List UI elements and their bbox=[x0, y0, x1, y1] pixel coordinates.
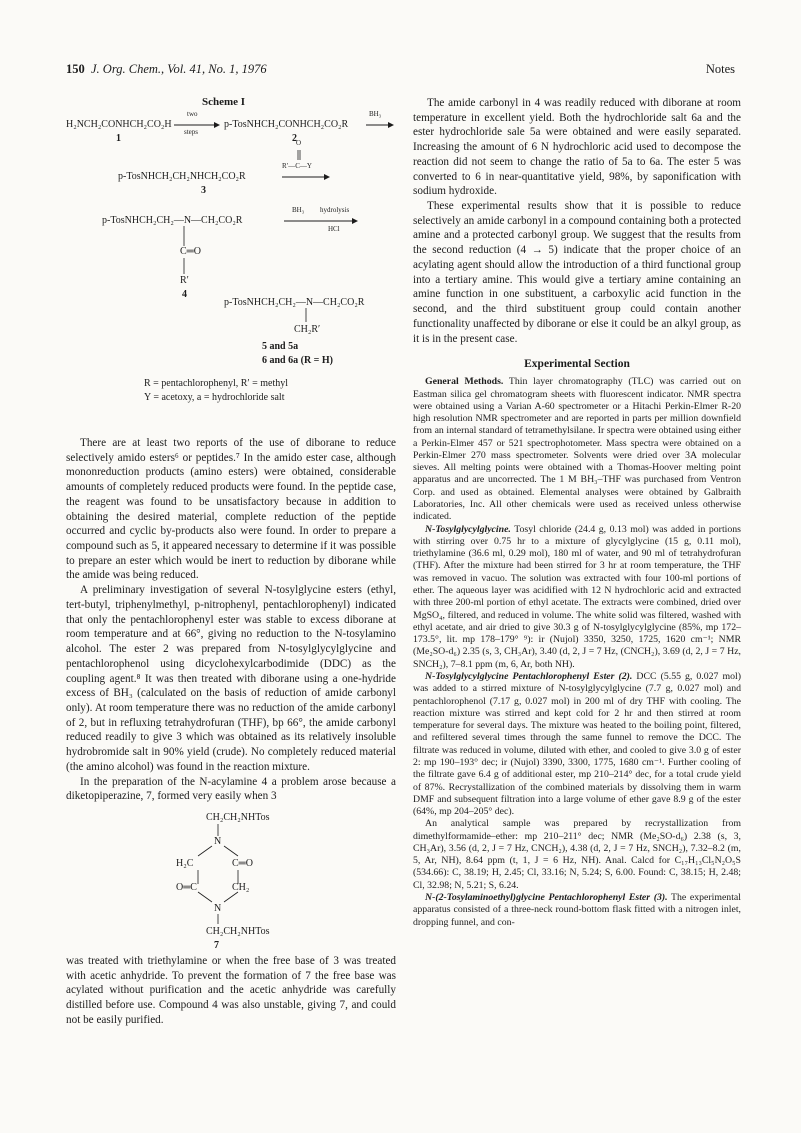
scheme-legend-1: R = pentachlorophenyl, R′ = methyl bbox=[144, 378, 288, 389]
right-column bbox=[413, 96, 741, 929]
ring-carbonyl-right: C═O bbox=[232, 857, 253, 869]
arrow-label-hydrolysis: hydrolysis bbox=[320, 206, 350, 214]
r-prime-group: R′ bbox=[180, 275, 189, 286]
compound-label-3: 3 bbox=[201, 185, 206, 196]
ring-h2c: H₂C bbox=[176, 857, 194, 869]
arrow-label-bh3-2: BH₃ bbox=[292, 206, 305, 214]
paragraph-2: A preliminary investigation of several N-tosylglycine esters (ethyl, tert-butyl, triphenylmethyl, p-nitrophenyl, pentachlorophenyl) indicated that only the pentachlorophenyl ester was stable to excess diborane at room temperature and at 66°, giving no reduction to the N-tosylamino alcohol. The ester 2 was prepared from N-tosylglycylglycine and pentachlorophenol using dicyclohexylcarbodimide (DDC) as the coupling agent.⁸ It was then treated with diborane using a one-hydride excess of BH₃ (calculated on the basis of reduction of amide carbonyl only). At room temperature there was no reduction of the amide carbonyl of 2, but in refluxing tetrahydrofuran (THF), bp 66°, the amide carbonyl reduced readily to give 3 which was obtained as its relatively insoluble hydrobromide salt in 90% yield (crude). No completely reduced material (the amino alcohol) was found in the reaction mixture. bbox=[66, 584, 396, 773]
compound-3-prep bbox=[413, 892, 741, 929]
general-methods-text: Thin layer chromatography (TLC) was carried out on Eastman silica gel chromatogram sheets with fluorescent indicator. NMR spectra were obtained using a Varian A-60 spectrometer or a Hitachi Perkin-Elmer R-20 high resolution NMR spectrometer and are reported in parts per million downfield from an internal standard of tetramethylsilane. Ir spectra were obtained using either a Perkin-Elmer 457 or 521 spectrophotometer. Mass spectra were obtained on a Perkin-Elmer 270 mass spectrometer. Solvents were dried over 3A molecular sieves. All melting points were obtained with a Thomas-Hoover melting point apparatus and are uncorrected. The 1 M BH₃–THF was purchased from Ventron Corp. and used as obtained. Elemental analyses were obtained by Galbraith Laboratories, Inc. All other chemicals were used as received unless otherwise indicated. bbox=[413, 376, 741, 523]
paragraph-4: was treated with triethylamine or when the free base of 3 was treated with acetic anhydride. To prevent the formation of 7 the free base was acylated without purification and the acetic anhydride was carefully distilled before use. Compound 4 was also unstable, giving 7, and could not be easily purified. bbox=[66, 954, 396, 1026]
scheme-title: Scheme I bbox=[202, 96, 246, 108]
analytical-sample: An analytical sample was prepared by recrystallization from dimethylformamide–ether: mp 210–211° dec; NMR (Me₂SO-d₆) 2.38 (s, 3, CH₃Ar), 3.56 (d, 2, J = 7 Hz, CNCH₂), 4.38 (d, 2, J = 7 Hz, SNCH₂), 7.32–8.2 (m, 5, Ar, NH), 8.64 ppm (t, 1, J = 6 Hz, NH). Anal. Calcd for C₁₇H₁₃Cl₅N₂O₅S (534.66): C, 38.19; H, 2.45; Cl, 33.16; N, 5.24; S, 6.00. Found: C, 38.15; H, 2.48; Cl, 32.98; N, 5.21; S, 6.24. bbox=[413, 818, 741, 891]
substituent-top: CH₂CH₂NHTos bbox=[206, 811, 270, 823]
paragraph-5: The amide carbonyl in 4 was readily reduced with diborane at room temperature in excellent yield. Both the hydrochloride salt 6a and the ester hydrochloride sale 5a were obtained and were easily separated. Increasing the amount of 6 N hydrochloric acid used to decompose the reaction did not seem to change the ratio of 5a to 6a. The ester 5 was converted to 6 in near-quantitative yield, 98%, by saponification with sodium hydroxide. bbox=[413, 97, 741, 198]
compound-label-4: 4 bbox=[182, 289, 187, 300]
section-label: Notes bbox=[705, 62, 735, 76]
compound-label-6: 6 and 6a (R = H) bbox=[262, 355, 333, 366]
structure-7 bbox=[66, 804, 396, 954]
compound-3-text: The experimental apparatus consisted of a three-neck round-bottom flask fitted with a nitrogen inlet, dropping funnel, and con- bbox=[413, 892, 741, 928]
compound-3-head: N-(2-Tosylaminoethyl)glycine Pentachlorophenyl Ester (3). bbox=[425, 892, 668, 904]
general-methods-head: General Methods. bbox=[425, 376, 504, 388]
ester-head: N-Tosylglycylglycine Pentachlorophenyl Ester (2). bbox=[425, 670, 633, 682]
ring-carbonyl-left: O═C bbox=[176, 881, 197, 893]
general-methods bbox=[413, 376, 741, 523]
reagent-oxygen: O bbox=[296, 139, 302, 147]
compound-label-2: 2 bbox=[292, 133, 297, 144]
arrow-label-hcl: HCl bbox=[328, 225, 340, 233]
tosylglycylglycine-prep bbox=[413, 524, 741, 671]
ester-prep bbox=[413, 671, 741, 818]
ring-n-top: N bbox=[214, 835, 222, 847]
arrow-label-steps: steps bbox=[184, 128, 198, 136]
paragraph-3: In the preparation of the N-acylamine 4 a problem arose because a diketopiperazine, 7, formed very easily when 3 bbox=[66, 775, 396, 803]
left-column bbox=[66, 96, 396, 1028]
compound-4-formula: p-TosNHCH₂CH₂—N—CH₂CO₂R bbox=[102, 215, 243, 226]
compound-label-5: 5 and 5a bbox=[262, 341, 299, 352]
compound-2-formula: p-TosNHCH₂CONHCH₂CO₂R bbox=[224, 119, 349, 130]
paragraph-1: There are at least two reports of the use of diborane to reduce selectively amido esters⁶ or peptides.⁷ In the amido ester case, although mononreduction products (amino esters) were obtained, considerable amounts of completely reduced products were found. In the peptide case, the reagent was found to be unsatisfactory because in addition to obtaining the desired material, complete reduction of the peptide occurred and cyclic by-products also were found. In order to prepare a compound such as 5, it appeared necessary to determine if it was possible to prepare an ester which would be inert to reduction by diborane while the amide was being reduced. bbox=[66, 437, 396, 582]
product-formula: p-TosNHCH₂CH₂—N—CH₂CO₂R bbox=[224, 297, 365, 308]
reagent-formula: R′—C—Y bbox=[282, 162, 312, 170]
carbonyl-group: C═O bbox=[180, 246, 201, 257]
glycylglycine: H₂NCH₂CONHCH₂CO₂H bbox=[66, 119, 172, 130]
arrow-label-two: two bbox=[187, 110, 198, 118]
page-number: 150 bbox=[66, 62, 85, 76]
ring-n-bottom: N bbox=[214, 902, 222, 914]
section-title: Experimental Section bbox=[524, 358, 630, 371]
arrow-label-bh3: BH₃ bbox=[369, 110, 382, 118]
tosylglycylglycine-text: Tosyl chloride (24.4 g, 0.13 mol) was added in portions with stirring over 0.75 hr to a mixture of glycylglycine (15 g, 0.11 mol), triethylamine (36.6 ml, 0.29 mol), 180 ml of water, and 90 ml of tetrahydrofuran (THF). After the mixture had been stirred for 3 hr at room temperature, the THF was removed in vacuo. The solution was extracted with four 100-ml portions of ether. The aqueous layer was acidified with 12 N hydrochloric acid and extracted with three 200-ml portion of ethyl acetate. The extracts were combined, dried over MgSO₄, filtered, and reduced in volume. The white solid was filtered, washed with ethyl acetate, and air dried to give 30.3 g of N-tosylglycylglycine (85%, mp 172–173.5°, lit. mp 178–179° ⁹): ir (Nujol) 3350, 3250, 1725, 1620 cm⁻¹; NMR (Me₂SO-d₆) 2.35 (s, 3, CH₃Ar), 3.40 (d, 2, J = 7 Hz, (CNCH₂), 3.69 (d, 2, J = 7 Hz, SNCH₂), 7–8.1 ppm (m, 6, Ar, both NH). bbox=[413, 523, 741, 670]
scheme-1 bbox=[66, 96, 396, 418]
compound-3-formula: p-TosNHCH₂CH₂NHCH₂CO₂R bbox=[118, 171, 246, 182]
running-header bbox=[66, 62, 735, 80]
scheme-legend-2: Y = acetoxy, a = hydrochloride salt bbox=[144, 392, 285, 403]
product-substituent: CH₂R′ bbox=[294, 324, 321, 335]
ester-text: DCC (5.55 g, 0.027 mol) was added to a stirred mixture of N-tosylglycylglycine (7.7 g, 0.027 mol) and pentachlorophenol (7.17 g, 0.027 mol) in 200 ml of dry THF with cooling. The reaction mixture was stirred and kept cold for 2 hr and then stirred at room temperature for several days. The mixture was heated to the boiling point, filtered, and refiltered several times through the same funnel to remove the DCC. The filtrate was reduced in volume, diluted with ether, and cooled to give 3.0 g of ester 2: mp 190–193° dec; ir (Nujol) 3390, 3300, 1775, 1680 cm⁻¹. Further cooling of the filtrate gave 6.4 g of additional ester, mp 210–214° dec, for a total crude yield of 87%. Recrystallization of the combined materials by dissolving them in warm DMF and subsequent filtration into a large volume of ether gave 8.9 g of the ester (64%, mp 204–205° dec). bbox=[413, 670, 741, 818]
compound-label-7: 7 bbox=[214, 939, 219, 951]
compound-label-1: 1 bbox=[116, 133, 121, 144]
ring-ch2: CH₂ bbox=[232, 881, 250, 893]
substituent-bottom: CH₂CH₂NHTos bbox=[206, 925, 270, 937]
tosylglycylglycine-head: N-Tosylglycylglycine. bbox=[425, 523, 511, 535]
journal-citation: J. Org. Chem., Vol. 41, No. 1, 1976 bbox=[91, 62, 267, 76]
header-left bbox=[66, 62, 267, 77]
paragraph-6: These experimental results show that it is possible to reduce selectively an amide carbonyl in a compound containing both a protected amine and a protected carbonyl group. We suggest that the results from the second reduction (4 → 5) indicate that the proper choice of an acylating agent should allow the introduction of a third functional group into a tertiary amine. This would give a tertiary amine containing an amine function in one substituent, a carboxylic acid function in the second, and the third substituent group could contain another functionality unaffected by diborane or else it could be an alkyl group, as it is in the present case. bbox=[413, 200, 741, 345]
scheme-arrows bbox=[66, 96, 396, 418]
